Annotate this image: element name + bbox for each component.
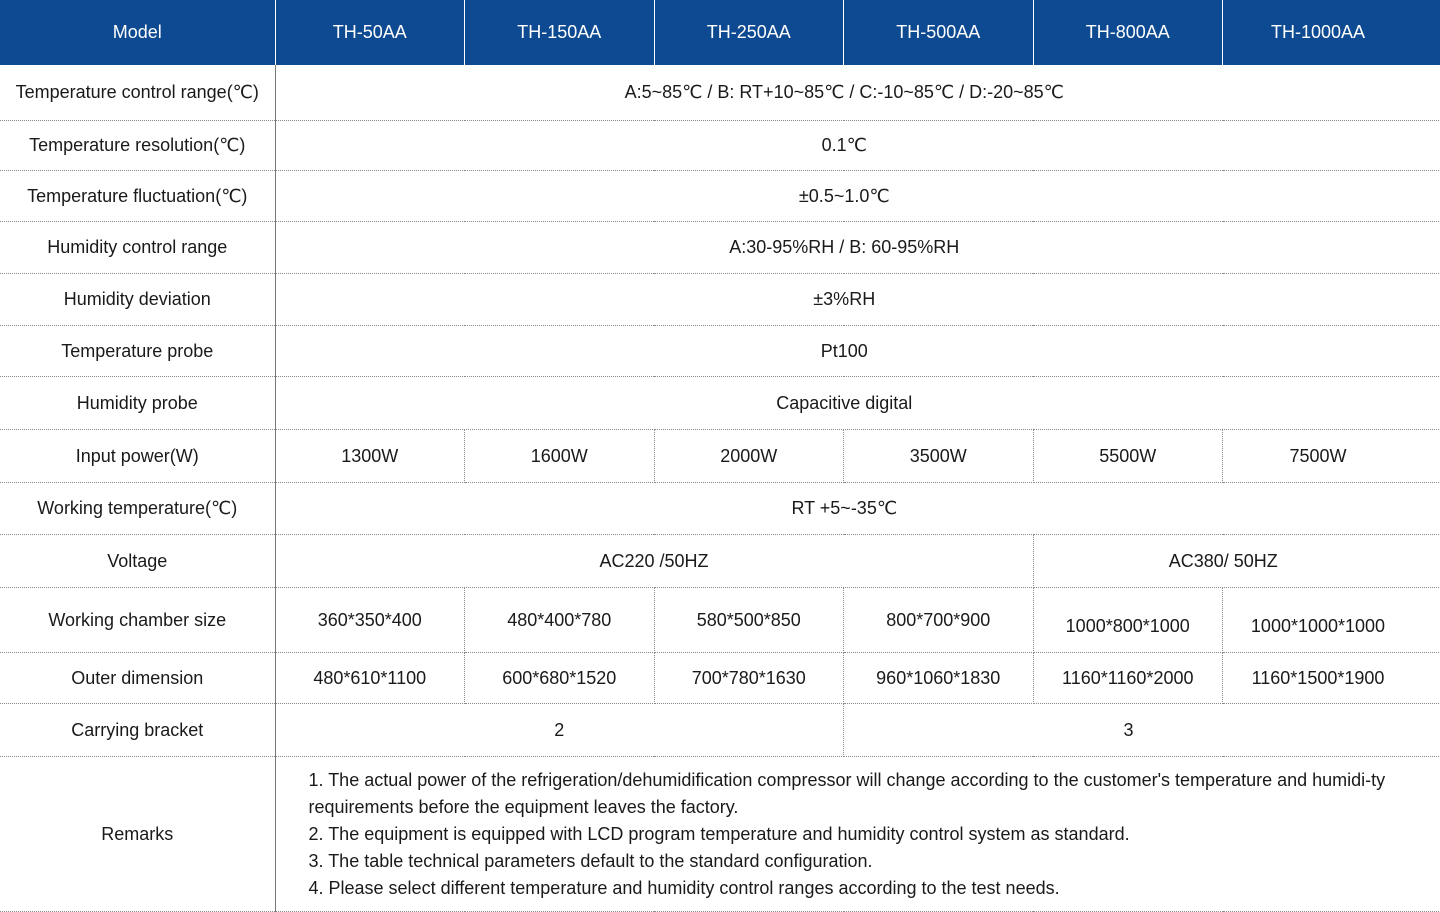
row-value: 1300W	[275, 430, 465, 483]
table-row	[0, 757, 1440, 912]
row-value: Pt100	[275, 326, 1440, 377]
header-model-4: TH-500AA	[844, 0, 1034, 65]
table-row	[0, 430, 1440, 483]
row-value: 2000W	[654, 430, 844, 483]
row-value: 1000*1000*1000	[1223, 588, 1440, 653]
row-label: Working chamber size	[0, 588, 275, 653]
row-label: Input power(W)	[0, 430, 275, 483]
header-model-5: TH-800AA	[1033, 0, 1223, 65]
row-value: 7500W	[1223, 430, 1440, 483]
row-value: 700*780*1630	[654, 653, 844, 704]
row-value: 3	[844, 704, 1440, 757]
remark-line: 3. The table technical parameters default to the standard configuration.	[309, 848, 1440, 875]
row-label: Remarks	[0, 757, 275, 912]
row-value: AC380/ 50HZ	[1033, 535, 1440, 588]
table-row	[0, 704, 1440, 757]
table-row	[0, 377, 1440, 430]
remark-line: 4. Please select different temperature and humidity control ranges according to the test needs.	[309, 875, 1440, 902]
header-model-6: TH-1000AA	[1223, 0, 1440, 65]
table-row	[0, 653, 1440, 704]
row-label: Carrying bracket	[0, 704, 275, 757]
row-value: 1160*1160*2000	[1033, 653, 1223, 704]
header-model-2: TH-150AA	[465, 0, 655, 65]
row-label: Temperature control range(℃)	[0, 65, 275, 121]
remarks-list	[276, 767, 1440, 902]
remarks-cell	[275, 757, 1440, 912]
header-model-1: TH-50AA	[275, 0, 465, 65]
row-label: Humidity deviation	[0, 274, 275, 326]
row-label: Working temperature(℃)	[0, 483, 275, 535]
row-value: 1160*1500*1900	[1223, 653, 1440, 704]
table-row	[0, 535, 1440, 588]
remark-line: 1. The actual power of the refrigeration/dehumidification compressor will change according to the customer's temperature and humidi-ty requirements before the equipment leaves the factory.	[309, 767, 1440, 821]
table-row	[0, 65, 1440, 121]
row-value: 580*500*850	[654, 588, 844, 653]
row-label: Humidity control range	[0, 222, 275, 274]
remark-line: 2. The equipment is equipped with LCD program temperature and humidity control system as standard.	[309, 821, 1440, 848]
table-row	[0, 274, 1440, 326]
row-value: 2	[275, 704, 844, 757]
row-value: 480*400*780	[465, 588, 655, 653]
table-row	[0, 222, 1440, 274]
row-label: Temperature resolution(℃)	[0, 121, 275, 171]
row-value: 960*1060*1830	[844, 653, 1034, 704]
row-label: Voltage	[0, 535, 275, 588]
table-row	[0, 326, 1440, 377]
row-value: 480*610*1100	[275, 653, 465, 704]
header-model-3: TH-250AA	[654, 0, 844, 65]
row-value: 800*700*900	[844, 588, 1034, 653]
row-value: 600*680*1520	[465, 653, 655, 704]
row-value: Capacitive digital	[275, 377, 1440, 430]
table-row	[0, 588, 1440, 653]
row-label: Temperature probe	[0, 326, 275, 377]
row-value: 5500W	[1033, 430, 1223, 483]
row-value: A:5~85℃ / B: RT+10~85℃ / C:-10~85℃ / D:-20~85℃	[275, 65, 1440, 121]
row-value: 3500W	[844, 430, 1034, 483]
row-label: Humidity probe	[0, 377, 275, 430]
row-value: AC220 /50HZ	[275, 535, 1033, 588]
row-label: Outer dimension	[0, 653, 275, 704]
table-row	[0, 483, 1440, 535]
row-value: A:30-95%RH / B: 60-95%RH	[275, 222, 1440, 274]
header-model-label: Model	[0, 0, 275, 65]
table-header	[0, 0, 1440, 65]
row-value: ±3%RH	[275, 274, 1440, 326]
table-row	[0, 171, 1440, 222]
row-value: RT +5~-35℃	[275, 483, 1440, 535]
row-value: 1000*800*1000	[1033, 588, 1223, 653]
row-label: Temperature fluctuation(℃)	[0, 171, 275, 222]
row-value: 0.1℃	[275, 121, 1440, 171]
table-row	[0, 121, 1440, 171]
row-value: 360*350*400	[275, 588, 465, 653]
row-value: 1600W	[465, 430, 655, 483]
row-value: ±0.5~1.0℃	[275, 171, 1440, 222]
